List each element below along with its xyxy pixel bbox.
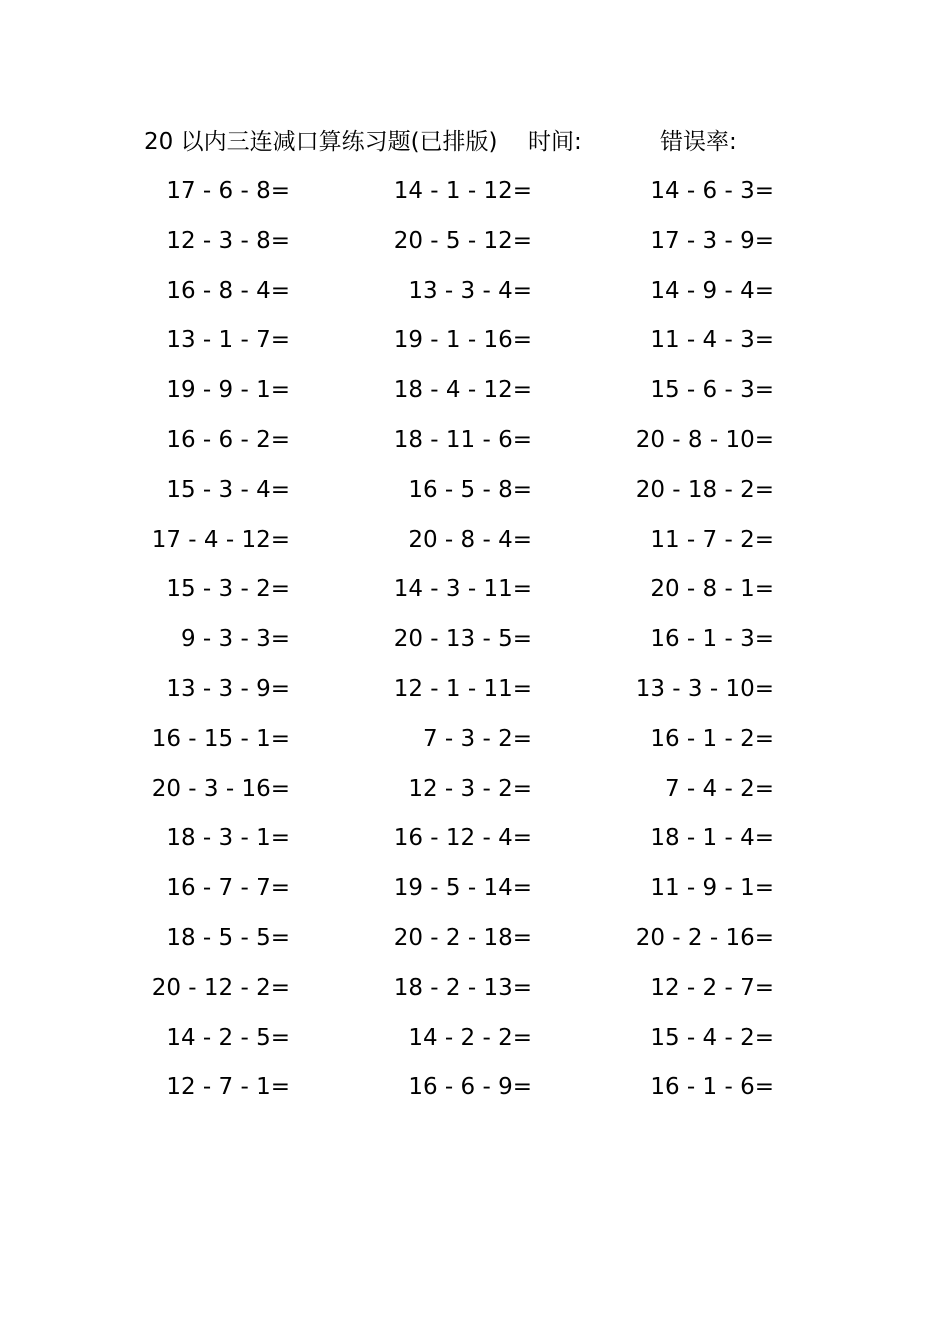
problem-item: 13 - 1 - 7=	[166, 327, 290, 354]
problem-item: 20 - 5 - 12=	[393, 227, 532, 254]
problem-item: 16 - 5 - 8=	[408, 476, 532, 503]
error-rate-label: 错误率:	[660, 129, 737, 155]
problem-row	[0, 322, 950, 372]
problem-item: 14 - 6 - 3=	[650, 178, 774, 204]
problem-row	[0, 870, 950, 920]
problem-row	[0, 422, 950, 472]
problem-item: 16 - 7 - 7=	[166, 875, 290, 902]
problem-item: 16 - 15 - 1=	[151, 725, 290, 752]
problem-item: 16 - 12 - 4=	[393, 825, 532, 852]
problem-item: 17 - 3 - 9=	[650, 227, 774, 254]
problem-item: 16 - 6 - 9=	[408, 1074, 532, 1101]
problem-item: 16 - 8 - 4=	[166, 277, 290, 304]
problem-item: 19 - 9 - 1=	[166, 377, 290, 404]
problem-item: 20 - 3 - 16=	[151, 775, 290, 802]
problem-item: 7 - 4 - 2=	[664, 775, 774, 802]
problem-item: 18 - 3 - 1=	[166, 825, 290, 852]
problem-row	[0, 372, 950, 422]
problem-item: 12 - 1 - 11=	[393, 675, 532, 702]
problem-item: 20 - 18 - 2=	[635, 476, 774, 503]
problem-item: 12 - 2 - 7=	[650, 974, 774, 1001]
problem-item: 11 - 4 - 3=	[650, 327, 774, 354]
problem-item: 20 - 13 - 5=	[393, 626, 532, 653]
problem-item: 12 - 3 - 2=	[408, 775, 532, 802]
problem-row	[0, 721, 950, 771]
worksheet-title: 20 以内三连减口算练习题(已排版)	[144, 129, 498, 155]
problem-item: 16 - 1 - 3=	[650, 626, 774, 653]
problem-item: 15 - 3 - 4=	[166, 476, 290, 503]
problem-item: 15 - 4 - 2=	[650, 1024, 774, 1051]
problem-row	[0, 621, 950, 671]
problem-item: 20 - 2 - 18=	[393, 924, 532, 951]
problem-item: 20 - 8 - 1=	[650, 576, 774, 603]
problem-row	[0, 820, 950, 870]
problem-row	[0, 970, 950, 1020]
problem-item: 18 - 5 - 5=	[166, 924, 290, 951]
problem-row	[0, 522, 950, 572]
problem-row	[0, 472, 950, 522]
problem-item: 9 - 3 - 3=	[180, 626, 290, 653]
problem-row	[0, 671, 950, 721]
problem-item: 14 - 9 - 4=	[650, 277, 774, 304]
problem-item: 20 - 12 - 2=	[151, 974, 290, 1001]
problem-item: 12 - 3 - 8=	[166, 227, 290, 254]
problem-item: 16 - 1 - 6=	[650, 1074, 774, 1101]
problem-item: 11 - 9 - 1=	[650, 875, 774, 902]
problem-item: 18 - 2 - 13=	[393, 974, 532, 1001]
problem-item: 13 - 3 - 10=	[635, 675, 774, 702]
problem-row	[0, 173, 950, 223]
problem-item: 20 - 8 - 4=	[408, 526, 532, 553]
problem-item: 18 - 11 - 6=	[393, 426, 532, 453]
problem-grid	[0, 173, 950, 1119]
problem-item: 15 - 6 - 3=	[650, 377, 774, 404]
problem-item: 7 - 3 - 2=	[422, 725, 532, 752]
problem-item: 14 - 2 - 2=	[408, 1024, 532, 1051]
problem-row	[0, 1020, 950, 1070]
problem-item: 17 - 6 - 8=	[166, 178, 290, 204]
problem-item: 18 - 1 - 4=	[650, 825, 774, 852]
problem-item: 18 - 4 - 12=	[393, 377, 532, 404]
problem-item: 13 - 3 - 4=	[408, 277, 532, 304]
problem-item: 14 - 1 - 12=	[393, 178, 532, 204]
problem-item: 20 - 8 - 10=	[635, 426, 774, 453]
problem-item: 13 - 3 - 9=	[166, 675, 290, 702]
problem-item: 14 - 2 - 5=	[166, 1024, 290, 1051]
problem-item: 16 - 6 - 2=	[166, 426, 290, 453]
problem-item: 17 - 4 - 12=	[151, 526, 290, 553]
problem-item: 19 - 1 - 16=	[393, 327, 532, 354]
problem-row	[0, 1069, 950, 1119]
problem-item: 20 - 2 - 16=	[635, 924, 774, 951]
time-label: 时间:	[528, 129, 582, 155]
problem-item: 12 - 7 - 1=	[166, 1074, 290, 1101]
problem-item: 11 - 7 - 2=	[650, 526, 774, 553]
problem-row	[0, 223, 950, 273]
problem-row	[0, 571, 950, 621]
problem-item: 15 - 3 - 2=	[166, 576, 290, 603]
problem-item: 16 - 1 - 2=	[650, 725, 774, 752]
problem-item: 14 - 3 - 11=	[393, 576, 532, 603]
problem-item: 19 - 5 - 14=	[393, 875, 532, 902]
problem-row	[0, 273, 950, 323]
problem-row	[0, 920, 950, 970]
problem-row	[0, 771, 950, 821]
